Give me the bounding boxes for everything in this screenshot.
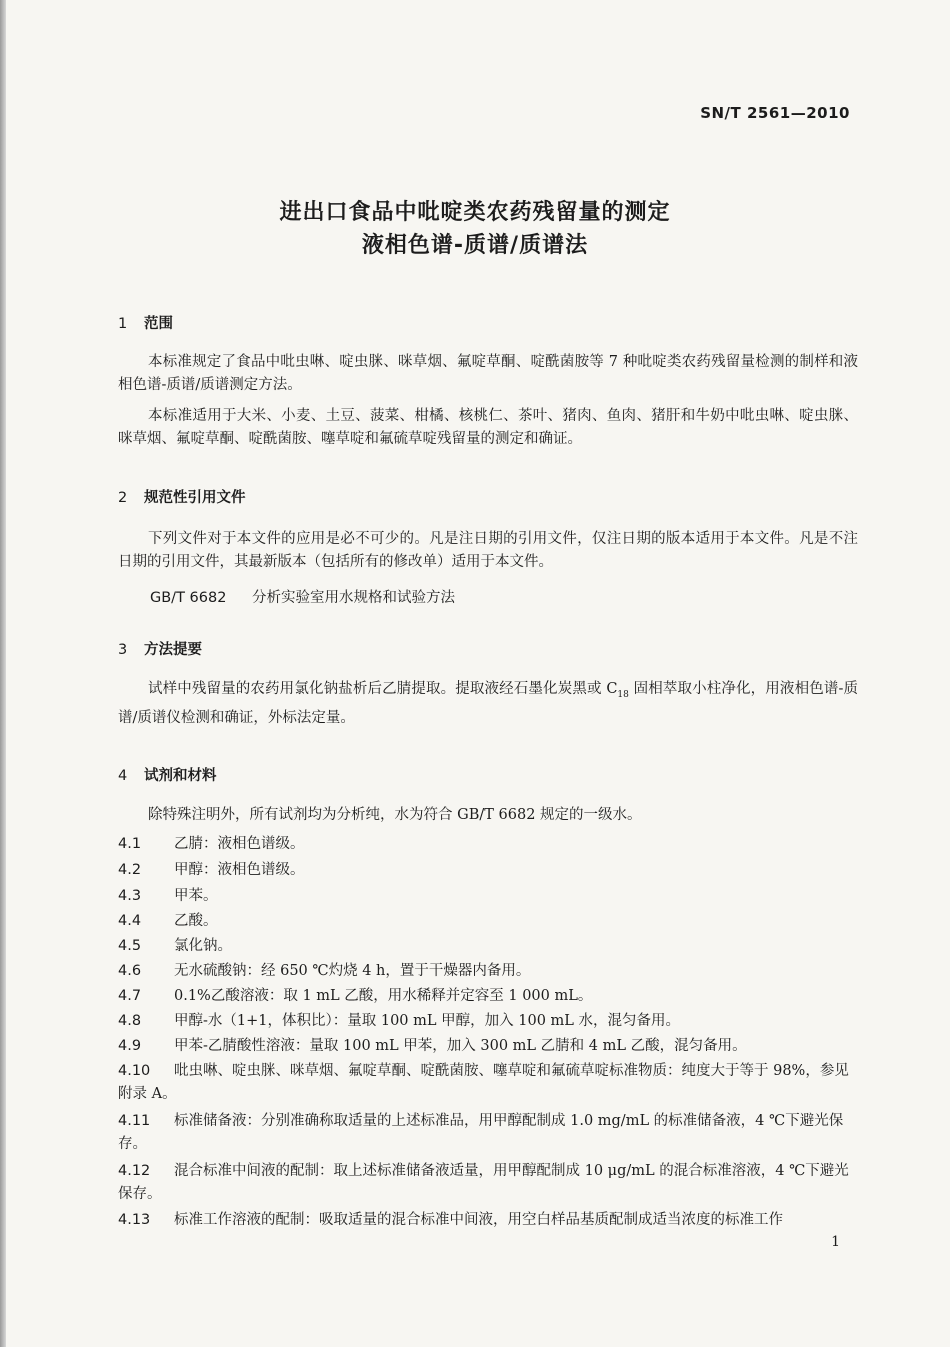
list-item bbox=[118, 859, 858, 882]
item-text: 混合标准中间液的配制：取上述标准储备液适量，用甲醇配制成 10 μg/mL 的混合标准溶液，4 ℃下避光保存。 bbox=[118, 1163, 849, 1202]
section-4-intro: 除特殊注明外，所有试剂均为分析纯，水为符合 GB/T 6682 规定的一级水。 bbox=[148, 807, 642, 823]
list-item bbox=[118, 985, 858, 1008]
section-number: 4 bbox=[118, 768, 128, 784]
item-text: 甲苯-乙腈酸性溶液：量取 100 mL 甲苯，加入 300 mL 乙腈和 4 mL 乙酸，混匀备用。 bbox=[174, 1038, 747, 1054]
subscript: 18 bbox=[617, 689, 629, 700]
page-number: 1 bbox=[831, 1234, 840, 1250]
item-number: 4.13 bbox=[118, 1212, 151, 1228]
reference-code: GB/T 6682 bbox=[150, 590, 227, 606]
item-number: 4.6 bbox=[118, 963, 142, 979]
item-text: 氯化钠。 bbox=[174, 938, 232, 954]
list-item bbox=[118, 885, 858, 908]
item-text: 标准工作溶液的配制：吸取适量的混合标准中间液，用空白样品基质配制成适当浓度的标准工作 bbox=[174, 1212, 783, 1228]
item-number: 4.2 bbox=[118, 862, 142, 878]
list-item bbox=[118, 1110, 858, 1156]
list-item bbox=[118, 960, 858, 983]
item-number: 4.12 bbox=[118, 1163, 151, 1179]
section-2-paragraph-1: 下列文件对于本文件的应用是必不可少的。凡是注日期的引用文件，仅注日期的版本适用于本文件。凡是不注日期的引用文件，其最新版本（包括所有的修改单）适用于本文件。 bbox=[118, 531, 858, 570]
item-text: 甲醇：液相色谱级。 bbox=[174, 862, 305, 878]
reference-title: 分析实验室用水规格和试验方法 bbox=[252, 590, 455, 606]
section-title: 范围 bbox=[144, 316, 173, 332]
item-number: 4.8 bbox=[118, 1013, 142, 1029]
list-item bbox=[118, 1035, 858, 1058]
item-number: 4.9 bbox=[118, 1038, 142, 1054]
section-number: 1 bbox=[118, 316, 128, 332]
item-text: 无水硫酸钠：经 650 ℃灼烧 4 h，置于干燥器内备用。 bbox=[174, 963, 531, 979]
section-title: 规范性引用文件 bbox=[144, 490, 246, 506]
section-number: 2 bbox=[118, 490, 128, 506]
item-number: 4.3 bbox=[118, 888, 142, 904]
document-title-line2: 液相色谱-质谱/质谱法 bbox=[361, 233, 589, 258]
item-text: 0.1%乙酸溶液：取 1 mL 乙酸，用水稀释并定容至 1 000 mL。 bbox=[174, 988, 593, 1004]
item-number: 4.1 bbox=[118, 836, 142, 852]
item-number: 4.4 bbox=[118, 913, 142, 929]
section-number: 3 bbox=[118, 642, 128, 658]
item-number: 4.10 bbox=[118, 1063, 151, 1079]
section-1-paragraph-2: 本标准适用于大米、小麦、土豆、菠菜、柑橘、核桃仁、茶叶、猪肉、鱼肉、猪肝和牛奶中吡虫啉、啶虫脒、咪草烟、氟啶草酮、啶酰菌胺、噻草啶和氟硫草啶残留量的测定和确证。 bbox=[118, 408, 858, 447]
list-item bbox=[118, 1010, 858, 1033]
item-number: 4.5 bbox=[118, 938, 142, 954]
list-item bbox=[118, 910, 858, 933]
item-text: 吡虫啉、啶虫脒、咪草烟、氟啶草酮、啶酰菌胺、噻草啶和氟硫草啶标准物质：纯度大于等于 98%，参见附录 A。 bbox=[118, 1063, 849, 1102]
section-2-heading bbox=[118, 486, 246, 507]
standard-number: SN/T 2561—2010 bbox=[700, 104, 850, 122]
item-text: 乙酸。 bbox=[174, 913, 218, 929]
text-segment: 固相萃取小柱净化，用液相色谱-质谱/质谱仪检测和确证，外标法定量。 bbox=[118, 681, 858, 726]
item-number: 4.7 bbox=[118, 988, 142, 1004]
section-title: 试剂和材料 bbox=[144, 768, 217, 784]
item-text: 乙腈：液相色谱级。 bbox=[174, 836, 305, 852]
item-text: 标准储备液：分别准确称取适量的上述标准品，用甲醇配制成 1.0 mg/mL 的标准储备液，4 ℃下避光保存。 bbox=[118, 1113, 844, 1152]
section-title: 方法提要 bbox=[144, 642, 202, 658]
list-item bbox=[118, 1209, 858, 1232]
normative-reference bbox=[150, 586, 455, 607]
section-3-paragraph-1 bbox=[118, 678, 858, 730]
list-item bbox=[118, 1160, 858, 1206]
document-title-line1: 进出口食品中吡啶类农药残留量的测定 bbox=[279, 200, 671, 225]
list-item bbox=[118, 935, 858, 958]
item-text: 甲醇-水（1+1，体积比）：量取 100 mL 甲醇，加入 100 mL 水，混匀备用。 bbox=[174, 1013, 681, 1029]
item-text: 甲苯。 bbox=[174, 888, 218, 904]
section-3-heading bbox=[118, 638, 202, 659]
list-item bbox=[118, 833, 858, 856]
section-1-heading bbox=[118, 312, 173, 333]
section-1-paragraph-1: 本标准规定了食品中吡虫啉、啶虫脒、咪草烟、氟啶草酮、啶酰菌胺等 7 种吡啶类农药残留量检测的制样和液相色谱-质谱/质谱测定方法。 bbox=[118, 354, 858, 393]
list-item bbox=[118, 1060, 858, 1106]
item-number: 4.11 bbox=[118, 1113, 151, 1129]
section-4-heading bbox=[118, 764, 217, 785]
text-segment: 试样中残留量的农药用氯化钠盐析后乙腈提取。提取液经石墨化炭黑或 C bbox=[148, 681, 618, 697]
